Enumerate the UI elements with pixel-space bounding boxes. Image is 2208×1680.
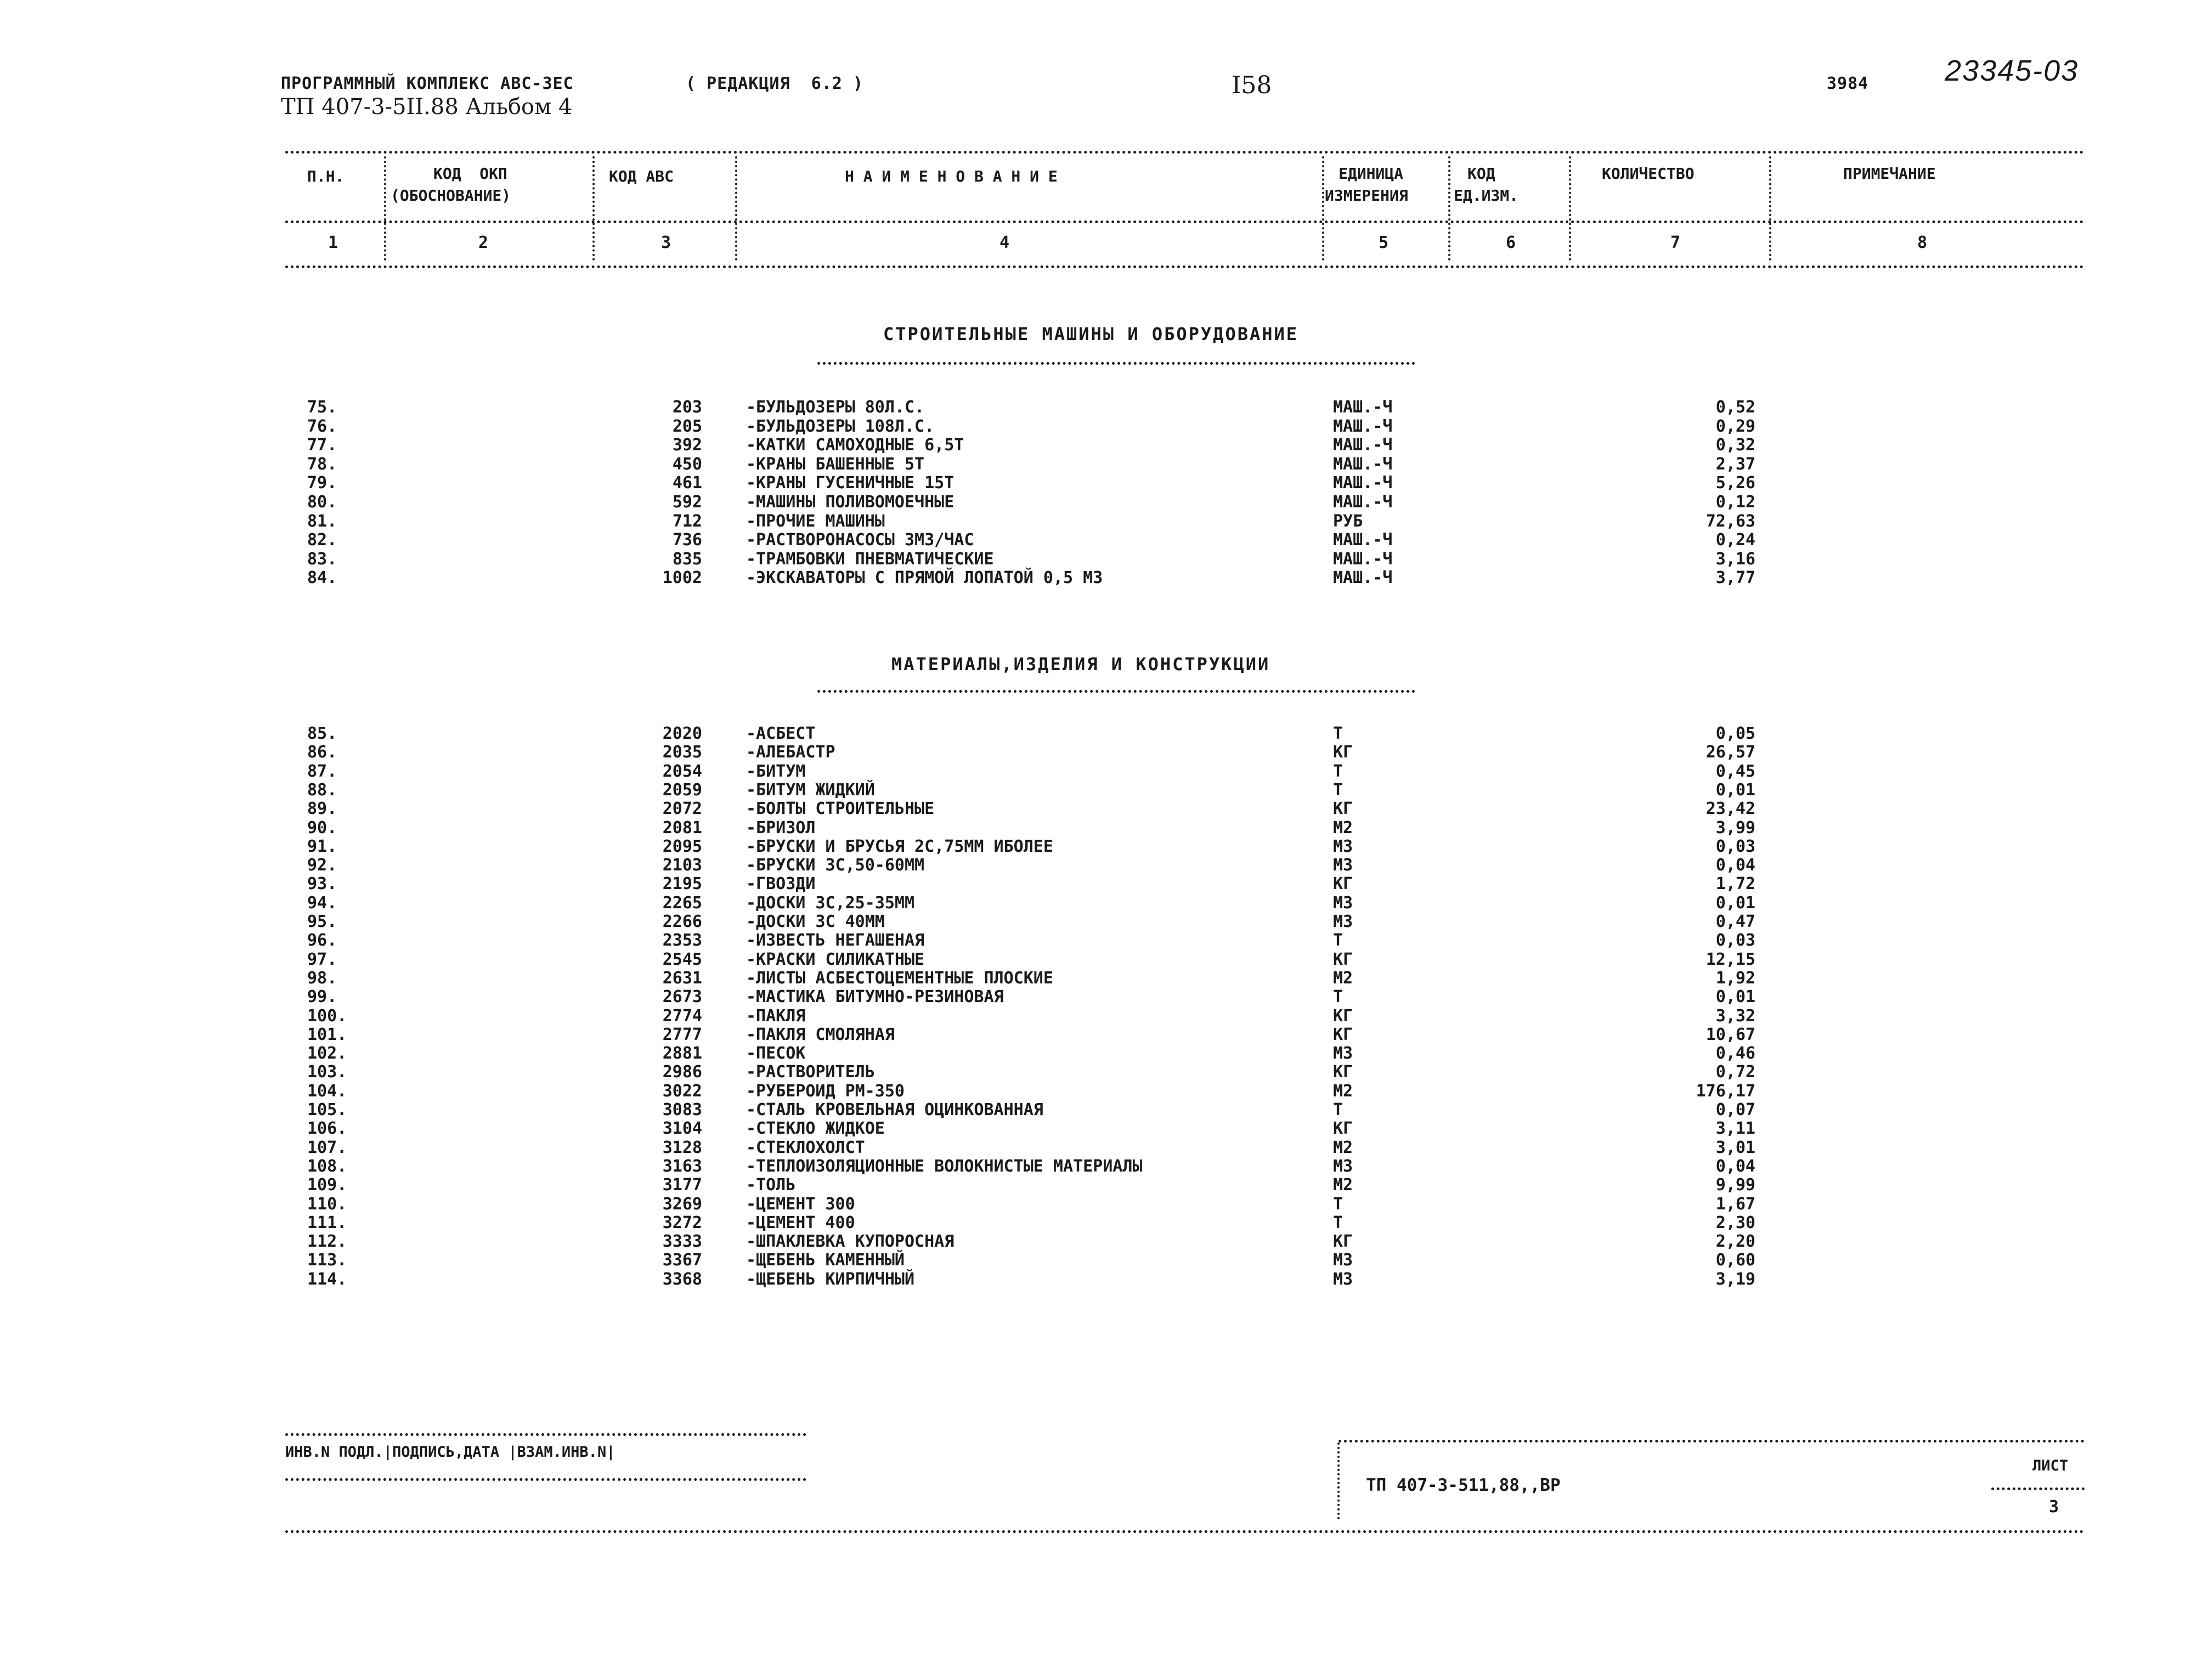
- row-code: 3104: [662, 1119, 702, 1138]
- row-unit: М3: [1333, 837, 1353, 856]
- row-name: -КАТКИ САМОХОДНЫЕ 6,5Т: [746, 435, 964, 455]
- row-unit: М3: [1333, 1044, 1353, 1063]
- col-header-unitcode: КОД: [1467, 165, 1495, 183]
- footer-rule-right-top: [1339, 1440, 2085, 1443]
- row-unit: КГ: [1333, 950, 1353, 969]
- row-unit: МАШ.-Ч: [1333, 493, 1393, 512]
- section-title-materials: МАТЕРИАЛЫ,ИЗДЕЛИЯ И КОНСТРУКЦИИ: [891, 654, 1270, 675]
- row-code: 592: [672, 493, 702, 512]
- row-code: 2986: [662, 1062, 702, 1082]
- row-quantity: 0,60: [1715, 1251, 1755, 1270]
- row-code: 205: [672, 417, 702, 436]
- row-code: 1002: [662, 568, 702, 587]
- footer-stamp-labels: ИНВ.N ПОДЛ.|ПОДПИСЬ,ДАТА |ВЗАМ.ИНВ.N|: [285, 1444, 615, 1461]
- row-number: 101.: [307, 1025, 347, 1044]
- row-quantity: 3,11: [1715, 1119, 1755, 1138]
- row-code: 2035: [662, 743, 702, 762]
- row-code: 2265: [662, 893, 702, 913]
- row-code: 461: [672, 473, 702, 493]
- row-quantity: 0,04: [1715, 1157, 1755, 1176]
- row-unit: Т: [1333, 780, 1343, 800]
- row-name: -ПАКЛЯ СМОЛЯНАЯ: [746, 1025, 895, 1044]
- row-unit: Т: [1333, 931, 1343, 950]
- row-code: 3269: [662, 1195, 702, 1214]
- row-unit: М2: [1333, 1175, 1353, 1195]
- row-code: 450: [672, 455, 702, 474]
- row-number: 105.: [307, 1100, 347, 1119]
- row-number: 86.: [307, 743, 337, 762]
- footer-rule-left-mid: [285, 1478, 806, 1481]
- row-quantity: 0,29: [1715, 417, 1755, 436]
- row-code: 2673: [662, 987, 702, 1006]
- edition-label: ( РЕДАКЦИЯ 6.2 ): [686, 74, 864, 93]
- row-unit: РУБ: [1333, 512, 1363, 531]
- row-name: -РАСТВОРОНАСОСЫ 3М3/ЧАС: [746, 530, 974, 550]
- row-name: -ПРОЧИЕ МАШИНЫ: [746, 512, 885, 531]
- page-number: I58: [1232, 71, 1272, 99]
- row-name: -ТРАМБОВКИ ПНЕВМАТИЧЕСКИЕ: [746, 550, 994, 569]
- col-sep: [592, 156, 595, 261]
- row-unit: КГ: [1333, 874, 1353, 893]
- row-number: 98.: [307, 969, 337, 988]
- row-quantity: 5,26: [1715, 473, 1755, 493]
- row-number: 111.: [307, 1213, 347, 1232]
- row-name: -БУЛЬДОЗЕРЫ 108Л.С.: [746, 417, 935, 436]
- row-number: 77.: [307, 435, 337, 455]
- row-quantity: 72,63: [1706, 512, 1755, 531]
- row-code: 712: [672, 512, 702, 531]
- row-name: -БУЛЬДОЗЕРЫ 80Л.С.: [746, 398, 925, 417]
- row-code: 3177: [662, 1175, 702, 1195]
- row-name: -СТАЛЬ КРОВЕЛЬНАЯ ОЦИНКОВАННАЯ: [746, 1100, 1043, 1119]
- document-code: 3984: [1827, 74, 1869, 93]
- row-quantity: 3,19: [1715, 1270, 1755, 1289]
- program-title: ПРОГРАММНЫЙ КОМПЛЕКС АВС-3ЕС: [281, 74, 574, 93]
- row-quantity: 2,20: [1715, 1232, 1755, 1251]
- col-number-6: 6: [1506, 233, 1516, 252]
- row-number: 108.: [307, 1157, 347, 1176]
- row-name: -ИЗВЕСТЬ НЕГАШЕНАЯ: [746, 931, 925, 950]
- row-unit: КГ: [1333, 1232, 1353, 1251]
- row-name: -КРАСКИ СИЛИКАТНЫЕ: [746, 950, 925, 969]
- row-number: 84.: [307, 568, 337, 587]
- row-number: 114.: [307, 1270, 347, 1289]
- row-code: 203: [672, 398, 702, 417]
- row-name: -ДОСКИ 3С 40ММ: [746, 912, 885, 931]
- row-number: 100.: [307, 1006, 347, 1026]
- row-number: 94.: [307, 893, 337, 913]
- row-number: 93.: [307, 874, 337, 893]
- col-header-note: ПРИМЕЧАНИЕ: [1843, 165, 1936, 183]
- section-title-machines: СТРОИТЕЛЬНЫЕ МАШИНЫ И ОБОРУДОВАНИЕ: [883, 324, 1299, 344]
- row-code: 2631: [662, 969, 702, 988]
- row-unit: М2: [1333, 1138, 1353, 1157]
- row-quantity: 3,99: [1715, 818, 1755, 838]
- row-unit: М3: [1333, 1270, 1353, 1289]
- row-quantity: 0,24: [1715, 530, 1755, 550]
- row-unit: М3: [1333, 1251, 1353, 1270]
- row-code: 2195: [662, 874, 702, 893]
- row-name: -ЩЕБЕНЬ КИРПИЧНЫЙ: [746, 1270, 915, 1289]
- row-quantity: 0,03: [1715, 931, 1755, 950]
- row-number: 113.: [307, 1251, 347, 1270]
- row-quantity: 0,72: [1715, 1062, 1755, 1082]
- row-name: -ПЕСОК: [746, 1044, 806, 1063]
- row-quantity: 0,46: [1715, 1044, 1755, 1063]
- row-number: 85.: [307, 724, 337, 743]
- row-quantity: 2,30: [1715, 1213, 1755, 1232]
- row-quantity: 23,42: [1706, 799, 1755, 818]
- row-name: -ЦЕМЕНТ 400: [746, 1213, 855, 1232]
- row-unit: Т: [1333, 1100, 1343, 1119]
- sheet-label: ЛИСТ: [2032, 1457, 2069, 1474]
- col-number-8: 8: [1917, 233, 1928, 252]
- row-code: 3083: [662, 1100, 702, 1119]
- row-name: -ЦЕМЕНТ 300: [746, 1195, 855, 1214]
- row-quantity: 3,77: [1715, 568, 1755, 587]
- col-number-7: 7: [1670, 233, 1681, 252]
- row-code: 392: [672, 435, 702, 455]
- row-name: -ЛИСТЫ АСБЕСТОЦЕМЕНТНЫЕ ПЛОСКИЕ: [746, 969, 1053, 988]
- row-code: 2881: [662, 1044, 702, 1063]
- row-name: -РУБЕРОИД РМ-350: [746, 1082, 905, 1101]
- album-title: ТП 407-3-5II.88 Альбом 4: [281, 94, 573, 120]
- row-name: -БРУСКИ И БРУСЬЯ 2С,75ММ ИБОЛЕЕ: [746, 837, 1053, 856]
- row-unit: МАШ.-Ч: [1333, 435, 1393, 455]
- row-number: 81.: [307, 512, 337, 531]
- row-quantity: 1,72: [1715, 874, 1755, 893]
- row-number: 82.: [307, 530, 337, 550]
- header-rule-bottom: [285, 265, 2085, 268]
- row-unit: М2: [1333, 1082, 1353, 1101]
- row-code: 3367: [662, 1251, 702, 1270]
- col-number-5: 5: [1379, 233, 1389, 252]
- row-quantity: 0,01: [1715, 987, 1755, 1006]
- row-number: 87.: [307, 762, 337, 781]
- row-code: 835: [672, 550, 702, 569]
- row-name: -КРАНЫ ГУСЕНИЧНЫЕ 15Т: [746, 473, 955, 493]
- row-number: 99.: [307, 987, 337, 1006]
- row-name: -БОЛТЫ СТРОИТЕЛЬНЫЕ: [746, 799, 935, 818]
- row-number: 91.: [307, 837, 337, 856]
- row-unit: Т: [1333, 987, 1343, 1006]
- row-unit: КГ: [1333, 1119, 1353, 1138]
- col-sep: [1769, 156, 1771, 261]
- row-quantity: 0,32: [1715, 435, 1755, 455]
- row-code: 2054: [662, 762, 702, 781]
- section-underline-machines: [817, 362, 1415, 365]
- row-unit: М2: [1333, 818, 1353, 838]
- row-quantity: 0,07: [1715, 1100, 1755, 1119]
- row-code: 2059: [662, 780, 702, 800]
- row-code: 2103: [662, 856, 702, 875]
- row-number: 103.: [307, 1062, 347, 1082]
- footer-rule-bottom: [285, 1530, 2085, 1533]
- col-header-unit: ЕДИНИЦА: [1339, 165, 1404, 183]
- row-quantity: 3,32: [1715, 1006, 1755, 1026]
- row-code: 2353: [662, 931, 702, 950]
- col-header-unitcode-2: ЕД.ИЗМ.: [1454, 186, 1519, 205]
- col-header-pn: П.Н.: [307, 167, 345, 185]
- footer-sep: [1337, 1443, 1340, 1519]
- row-unit: М3: [1333, 856, 1353, 875]
- col-number-3: 3: [661, 233, 671, 252]
- row-name: -ЩЕБЕНЬ КАМЕННЫЙ: [746, 1251, 905, 1270]
- row-code: 3368: [662, 1270, 702, 1289]
- col-sep: [1569, 156, 1571, 261]
- row-name: -ШПАКЛЕВКА КУПОРОСНАЯ: [746, 1232, 955, 1251]
- row-unit: КГ: [1333, 799, 1353, 818]
- row-name: -БИТУМ ЖИДКИЙ: [746, 780, 875, 800]
- row-name: -ЭКСКАВАТОРЫ С ПРЯМОЙ ЛОПАТОЙ 0,5 М3: [746, 568, 1103, 587]
- row-name: -СТЕКЛО ЖИДКОЕ: [746, 1119, 885, 1138]
- row-code: 736: [672, 530, 702, 550]
- row-number: 90.: [307, 818, 337, 838]
- row-number: 76.: [307, 417, 337, 436]
- col-sep: [735, 156, 737, 261]
- row-code: 2777: [662, 1025, 702, 1044]
- row-quantity: 1,67: [1715, 1195, 1755, 1214]
- col-header-qty: КОЛИЧЕСТВО: [1602, 165, 1695, 183]
- row-number: 97.: [307, 950, 337, 969]
- col-header-name: Н А И М Е Н О В А Н И Е: [845, 167, 1058, 185]
- header-rule-mid: [285, 220, 2085, 223]
- row-name: -ПАКЛЯ: [746, 1006, 806, 1026]
- row-quantity: 0,03: [1715, 837, 1755, 856]
- footer-rule-left-top: [285, 1433, 806, 1436]
- row-name: -ТОЛЬ: [746, 1175, 796, 1195]
- row-unit: КГ: [1333, 743, 1353, 762]
- col-header-okp-basis: (ОБОСНОВАНИЕ): [391, 186, 511, 205]
- row-code: 2545: [662, 950, 702, 969]
- row-number: 104.: [307, 1082, 347, 1101]
- section-underline-materials: [817, 690, 1415, 693]
- row-number: 78.: [307, 455, 337, 474]
- row-unit: КГ: [1333, 1025, 1353, 1044]
- row-name: -ГВОЗДИ: [746, 874, 816, 893]
- row-quantity: 0,45: [1715, 762, 1755, 781]
- row-code: 2095: [662, 837, 702, 856]
- row-name: -СТЕКЛОХОЛСТ: [746, 1138, 865, 1157]
- row-unit: МАШ.-Ч: [1333, 530, 1393, 550]
- col-number-4: 4: [999, 233, 1010, 252]
- row-quantity: 3,01: [1715, 1138, 1755, 1157]
- row-unit: Т: [1333, 1213, 1343, 1232]
- row-name: -МАШИНЫ ПОЛИВОМОЕЧНЫЕ: [746, 493, 955, 512]
- row-quantity: 0,05: [1715, 724, 1755, 743]
- row-number: 110.: [307, 1195, 347, 1214]
- row-quantity: 1,92: [1715, 969, 1755, 988]
- row-code: 3022: [662, 1082, 702, 1101]
- row-number: 102.: [307, 1044, 347, 1063]
- row-quantity: 10,67: [1706, 1025, 1755, 1044]
- row-unit: М2: [1333, 969, 1353, 988]
- row-number: 79.: [307, 473, 337, 493]
- col-header-abc: КОД АВС: [609, 167, 674, 185]
- row-quantity: 0,52: [1715, 398, 1755, 417]
- row-unit: М3: [1333, 893, 1353, 913]
- row-number: 96.: [307, 931, 337, 950]
- row-unit: Т: [1333, 1195, 1343, 1214]
- row-quantity: 0,04: [1715, 856, 1755, 875]
- row-name: -РАСТВОРИТЕЛЬ: [746, 1062, 875, 1082]
- row-code: 3128: [662, 1138, 702, 1157]
- row-name: -КРАНЫ БАШЕННЫЕ 5Т: [746, 455, 925, 474]
- col-sep: [1448, 156, 1450, 261]
- footer-doc-code: ТП 407-3-511,88,,ВР: [1366, 1475, 1561, 1495]
- row-number: 75.: [307, 398, 337, 417]
- col-sep: [1322, 156, 1324, 261]
- row-unit: МАШ.-Ч: [1333, 398, 1393, 417]
- row-name: -АСБЕСТ: [746, 724, 816, 743]
- row-number: 92.: [307, 856, 337, 875]
- row-number: 83.: [307, 550, 337, 569]
- row-unit: М3: [1333, 1157, 1353, 1176]
- row-unit: МАШ.-Ч: [1333, 568, 1393, 587]
- row-number: 89.: [307, 799, 337, 818]
- sheet-box-rule: [1991, 1487, 2085, 1490]
- col-number-1: 1: [328, 233, 338, 252]
- row-quantity: 0,12: [1715, 493, 1755, 512]
- row-code: 3272: [662, 1213, 702, 1232]
- row-name: -БРИЗОЛ: [746, 818, 816, 838]
- row-unit: М3: [1333, 912, 1353, 931]
- col-header-okp: КОД ОКП: [433, 165, 507, 183]
- row-quantity: 0,47: [1715, 912, 1755, 931]
- row-name: -МАСТИКА БИТУМНО-РЕЗИНОВАЯ: [746, 987, 1004, 1006]
- row-code: 2774: [662, 1006, 702, 1026]
- row-code: 3163: [662, 1157, 702, 1176]
- row-number: 106.: [307, 1119, 347, 1138]
- row-quantity: 9,99: [1715, 1175, 1755, 1195]
- sheet-number: 3: [2049, 1497, 2059, 1517]
- col-header-unit-2: ИЗМЕРЕНИЯ: [1325, 186, 1408, 205]
- row-name: -БИТУМ: [746, 762, 806, 781]
- row-unit: Т: [1333, 724, 1343, 743]
- row-code: 2266: [662, 912, 702, 931]
- row-quantity: 3,16: [1715, 550, 1755, 569]
- header-rule-top: [285, 151, 2085, 154]
- row-unit: МАШ.-Ч: [1333, 417, 1393, 436]
- row-number: 95.: [307, 912, 337, 931]
- col-sep: [384, 156, 386, 261]
- row-unit: МАШ.-Ч: [1333, 455, 1393, 474]
- row-unit: КГ: [1333, 1006, 1353, 1026]
- row-number: 112.: [307, 1232, 347, 1251]
- row-unit: КГ: [1333, 1062, 1353, 1082]
- row-name: -БРУСКИ 3С,50-60ММ: [746, 856, 925, 875]
- row-code: 2072: [662, 799, 702, 818]
- handwritten-stamp: 23345-03: [1945, 54, 2079, 87]
- row-code: 3333: [662, 1232, 702, 1251]
- row-name: -ДОСКИ 3С,25-35ММ: [746, 893, 915, 913]
- row-code: 2020: [662, 724, 702, 743]
- row-quantity: 2,37: [1715, 455, 1755, 474]
- row-unit: Т: [1333, 762, 1343, 781]
- row-quantity: 26,57: [1706, 743, 1755, 762]
- row-quantity: 12,15: [1706, 950, 1755, 969]
- row-unit: МАШ.-Ч: [1333, 473, 1393, 493]
- row-quantity: 0,01: [1715, 893, 1755, 913]
- row-number: 109.: [307, 1175, 347, 1195]
- row-unit: МАШ.-Ч: [1333, 550, 1393, 569]
- row-quantity: 176,17: [1696, 1082, 1755, 1101]
- row-number: 107.: [307, 1138, 347, 1157]
- col-number-2: 2: [478, 233, 489, 252]
- row-name: -АЛЕБАСТР: [746, 743, 835, 762]
- row-code: 2081: [662, 818, 702, 838]
- row-number: 88.: [307, 780, 337, 800]
- row-quantity: 0,01: [1715, 780, 1755, 800]
- row-number: 80.: [307, 493, 337, 512]
- row-name: -ТЕПЛОИЗОЛЯЦИОННЫЕ ВОЛОКНИСТЫЕ МАТЕРИАЛЫ: [746, 1157, 1143, 1176]
